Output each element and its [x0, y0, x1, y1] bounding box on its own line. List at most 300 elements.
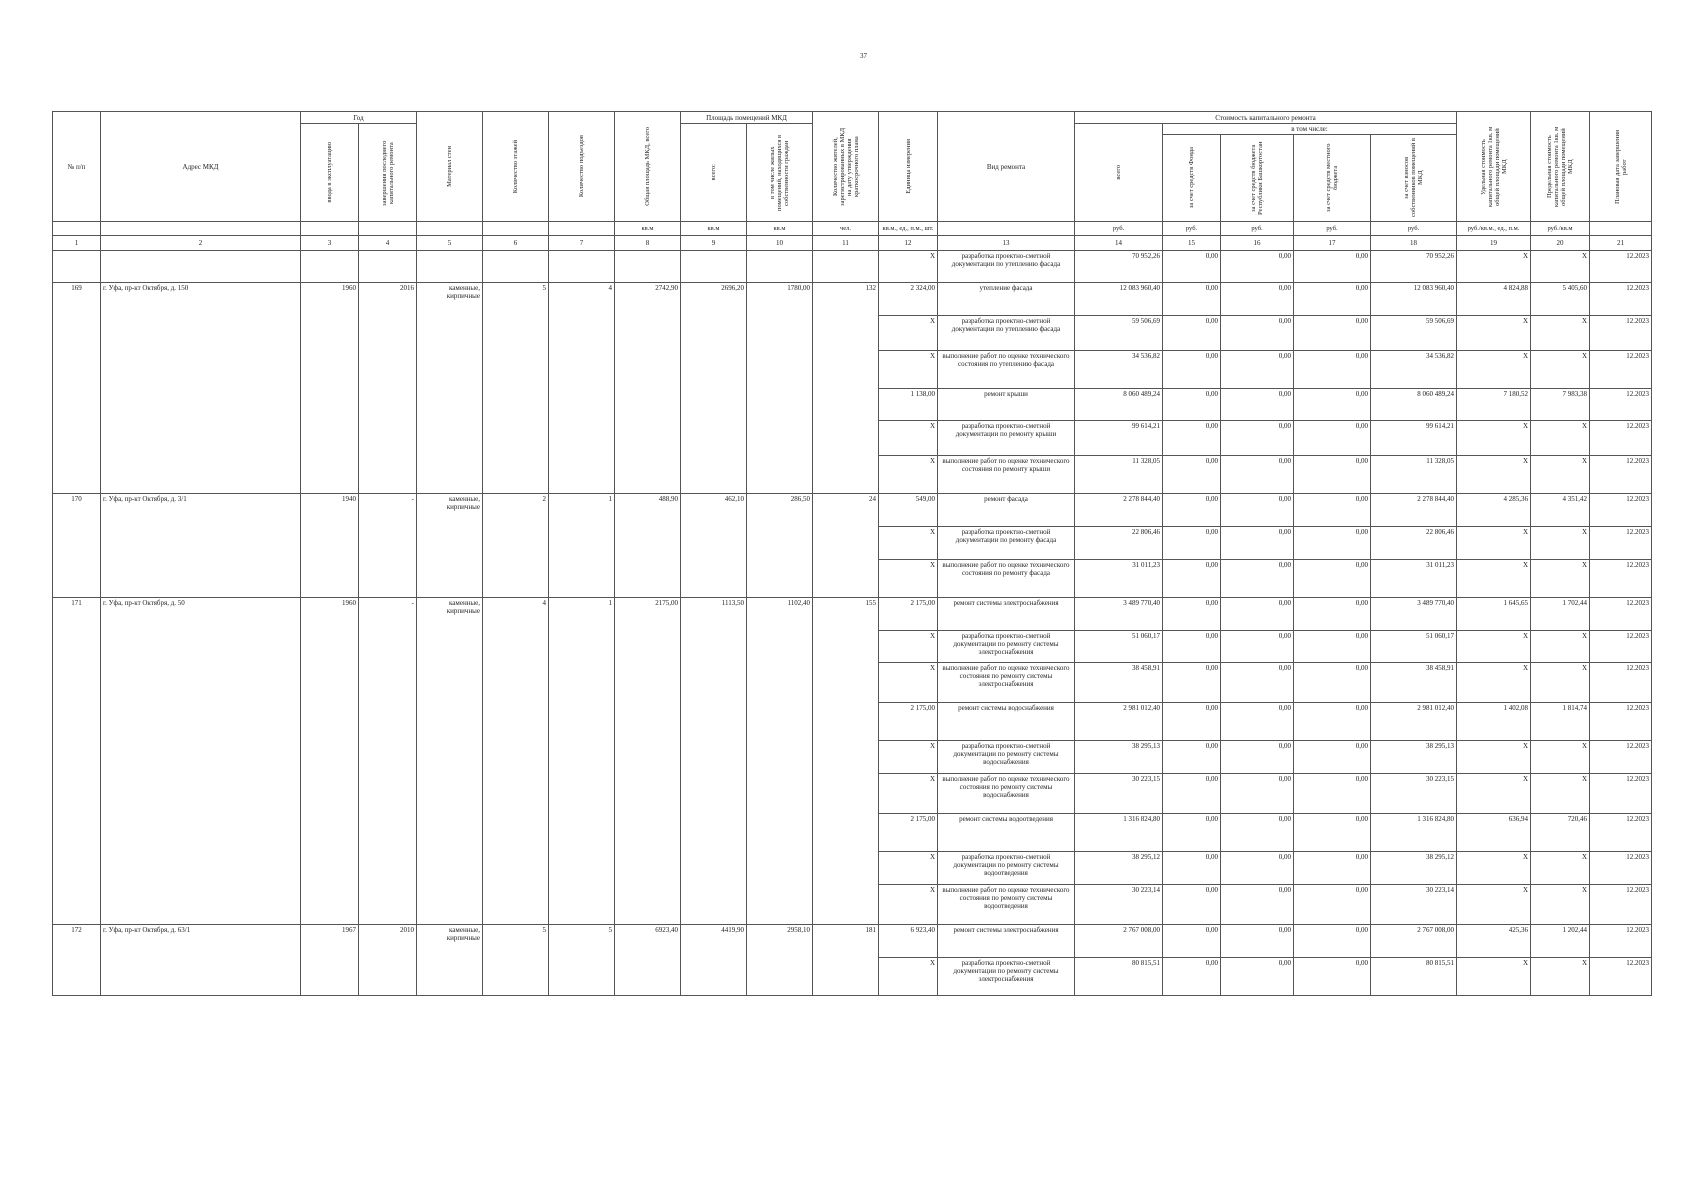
cell-max-cost: 4 351,42: [1531, 494, 1590, 527]
header-unit-cost: Удельная стоимость капитального ремонта 1кв. м общей площади помещений МКД: [1479, 126, 1508, 207]
building-num: 172: [53, 925, 101, 996]
cell-republic: 0,00: [1221, 774, 1294, 814]
cell-local: 0,00: [1294, 560, 1371, 598]
header-material: Материал стен: [446, 146, 453, 187]
header-premises-total: всего:: [710, 164, 717, 181]
cell-republic: 0,00: [1221, 351, 1294, 389]
cell-republic: 0,00: [1221, 631, 1294, 663]
cell-unit-cost: X: [1457, 560, 1531, 598]
cell-total: 2 981 012,40: [1075, 703, 1163, 741]
cell-fund: 0,00: [1163, 421, 1221, 456]
unit-measure: кв.м., ед., п.м., шт.: [879, 222, 938, 236]
cell-fund: 0,00: [1163, 631, 1221, 663]
cell-total: 34 536,82: [1075, 351, 1163, 389]
header-cost-republic: за счет средств бюджета Республики Башкортостан: [1250, 141, 1264, 215]
cell-fund: 0,00: [1163, 885, 1221, 925]
cell-fund: 0,00: [1163, 283, 1221, 316]
cell-date: 12.2023: [1590, 389, 1652, 421]
cell-work: разработка проектно-сметной документации по ремонту системы электроснабжения: [938, 958, 1075, 996]
cell-republic: 0,00: [1221, 389, 1294, 421]
header-year-commission: ввода в эксплуатацию: [326, 142, 333, 203]
building-people: 24: [813, 494, 879, 598]
building-num: 171: [53, 598, 101, 925]
building-floors: 5: [483, 925, 549, 996]
cell-owners: 38 295,13: [1371, 741, 1457, 774]
cell-unit: X: [879, 251, 938, 283]
cell-local: 0,00: [1294, 421, 1371, 456]
unit-residential: кв.м: [747, 222, 813, 236]
building-floors: 4: [483, 598, 549, 925]
cell-local: 0,00: [1294, 316, 1371, 351]
cell-republic: 0,00: [1221, 663, 1294, 703]
building-year-repair: 2010: [359, 925, 417, 996]
cell-unit: X: [879, 774, 938, 814]
cell-work: ремонт системы водоотведения: [938, 814, 1075, 852]
column-index-cell: 5: [417, 236, 483, 251]
column-index-row: [53, 236, 1652, 251]
building-area: 488,90: [615, 494, 681, 598]
column-index-cell: 14: [1075, 236, 1163, 251]
building-entrances: 4: [549, 283, 615, 494]
cell-total: 12 083 960,40: [1075, 283, 1163, 316]
column-index-cell: 1: [53, 236, 101, 251]
cell-total: 38 295,13: [1075, 741, 1163, 774]
cell-fund: 0,00: [1163, 663, 1221, 703]
cell-local: 0,00: [1294, 885, 1371, 925]
cell-max-cost: X: [1531, 852, 1590, 885]
table-header: [53, 112, 1652, 251]
header-entrances: Количество подъездов: [578, 135, 585, 198]
cell-fund: 0,00: [1163, 925, 1221, 958]
header-cost-owners: за счет взносов собственников помещений в МКД: [1403, 138, 1424, 218]
header-cost-group: Стоимость капитального ремонта: [1075, 112, 1457, 124]
unit-rub-local: руб.: [1294, 222, 1371, 236]
cell-republic: 0,00: [1221, 421, 1294, 456]
cell-max-cost: 1 702,44: [1531, 598, 1590, 631]
cell-local: 0,00: [1294, 814, 1371, 852]
building-num: 170: [53, 494, 101, 598]
cell-owners: 51 060,17: [1371, 631, 1457, 663]
header-cost-fund: за счет средств Фонда: [1188, 147, 1195, 209]
building-year-repair: -: [359, 598, 417, 925]
cell-unit: X: [879, 527, 938, 560]
cell-max-cost: X: [1531, 631, 1590, 663]
cell-unit: X: [879, 663, 938, 703]
cell-work: ремонт системы электроснабжения: [938, 925, 1075, 958]
cell-total: 22 806,46: [1075, 527, 1163, 560]
building-year-commission: 1960: [301, 283, 359, 494]
cell-local: 0,00: [1294, 925, 1371, 958]
cell-fund: 0,00: [1163, 598, 1221, 631]
table-row: [53, 283, 1652, 316]
table-row: [53, 925, 1652, 958]
cell-date: 12.2023: [1590, 774, 1652, 814]
cell-unit: X: [879, 852, 938, 885]
cell-republic: 0,00: [1221, 885, 1294, 925]
cell-unit: X: [879, 631, 938, 663]
building-address: г. Уфа, пр-кт Октября, д. 150: [101, 283, 301, 494]
building-entrances: 5: [549, 925, 615, 996]
cell-unit-cost: X: [1457, 852, 1531, 885]
column-index-cell: 17: [1294, 236, 1371, 251]
cell-date: 12.2023: [1590, 852, 1652, 885]
cell-unit: X: [879, 316, 938, 351]
cell-max-cost: X: [1531, 885, 1590, 925]
building-people: 132: [813, 283, 879, 494]
cell-owners: 70 952,26: [1371, 251, 1457, 283]
cell-republic: 0,00: [1221, 598, 1294, 631]
cell-unit: X: [879, 351, 938, 389]
building-premises: 4419,90: [681, 925, 747, 996]
cell-owners: 12 083 960,40: [1371, 283, 1457, 316]
cell-total: 3 489 770,40: [1075, 598, 1163, 631]
unit-rub-republic: руб.: [1221, 222, 1294, 236]
cell-fund: 0,00: [1163, 852, 1221, 885]
cell-owners: 59 506,69: [1371, 316, 1457, 351]
cell-work: выполнение работ по оценке технического состояния по ремонту системы водоотведения: [938, 885, 1075, 925]
cell-max-cost: X: [1531, 456, 1590, 494]
building-address: г. Уфа, пр-кт Октября, д. 3/1: [101, 494, 301, 598]
cell-local: 0,00: [1294, 774, 1371, 814]
column-index-cell: 13: [938, 236, 1075, 251]
cell-republic: 0,00: [1221, 703, 1294, 741]
column-index-cell: 7: [549, 236, 615, 251]
unit-rub-total: руб.: [1075, 222, 1163, 236]
cell-total: 80 815,51: [1075, 958, 1163, 996]
header-year: Год: [301, 112, 417, 124]
header-total-area: Общая площадь МКД, всего: [644, 127, 651, 206]
cell-date: 12.2023: [1590, 814, 1652, 852]
cell-max-cost: X: [1531, 741, 1590, 774]
cell-work: ремонт крыши: [938, 389, 1075, 421]
building-area: 2742,90: [615, 283, 681, 494]
cell-unit-cost: X: [1457, 351, 1531, 389]
cell-unit: 6 923,40: [879, 925, 938, 958]
cell-republic: 0,00: [1221, 456, 1294, 494]
cell-unit-cost: X: [1457, 741, 1531, 774]
cell-max-cost: 720,46: [1531, 814, 1590, 852]
cell-max-cost: X: [1531, 421, 1590, 456]
cell-date: 12.2023: [1590, 251, 1652, 283]
header-address: Адрес МКД: [101, 112, 301, 222]
cell-unit: X: [879, 958, 938, 996]
cell-date: 12.2023: [1590, 494, 1652, 527]
header-cost-local: за счет средств местного бюджета: [1325, 143, 1339, 213]
cell-unit: 2 324,00: [879, 283, 938, 316]
cell-max-cost: X: [1531, 560, 1590, 598]
header-cost-incl: в том числе:: [1163, 124, 1457, 135]
cell-republic: 0,00: [1221, 316, 1294, 351]
cell-max-cost: 7 983,38: [1531, 389, 1590, 421]
building-floors: 5: [483, 283, 549, 494]
cell-fund: 0,00: [1163, 316, 1221, 351]
cell-max-cost: X: [1531, 351, 1590, 389]
cell-date: 12.2023: [1590, 741, 1652, 774]
cell-fund: 0,00: [1163, 494, 1221, 527]
cell-fund: 0,00: [1163, 389, 1221, 421]
column-index-cell: 8: [615, 236, 681, 251]
cell-work: разработка проектно-сметной документации по ремонту фасада: [938, 527, 1075, 560]
unit-premises: кв.м: [681, 222, 747, 236]
cell-total: 31 011,23: [1075, 560, 1163, 598]
cell-unit: 1 138,00: [879, 389, 938, 421]
cell-republic: 0,00: [1221, 925, 1294, 958]
cell-local: 0,00: [1294, 389, 1371, 421]
cell-fund: 0,00: [1163, 351, 1221, 389]
cell-max-cost: 1 814,74: [1531, 703, 1590, 741]
header-max-cost: Предельная стоимость капитального ремонта 1кв. м общей площади помещений МКД: [1546, 126, 1574, 207]
building-year-commission: 1967: [301, 925, 359, 996]
cell-local: 0,00: [1294, 598, 1371, 631]
cell-work: разработка проектно-сметной документации по ремонту системы электроснабжения: [938, 631, 1075, 663]
cell-owners: 2 981 012,40: [1371, 703, 1457, 741]
column-index-cell: 2: [101, 236, 301, 251]
cell-unit: X: [879, 741, 938, 774]
cell-republic: 0,00: [1221, 527, 1294, 560]
building-area: 2175,00: [615, 598, 681, 925]
cell-republic: 0,00: [1221, 852, 1294, 885]
column-index-cell: 10: [747, 236, 813, 251]
cell-local: 0,00: [1294, 527, 1371, 560]
cell-total: 38 295,12: [1075, 852, 1163, 885]
cell-work: разработка проектно-сметной документации по ремонту системы водоотведения: [938, 852, 1075, 885]
cell-date: 12.2023: [1590, 631, 1652, 663]
cell-unit-cost: X: [1457, 663, 1531, 703]
cell-fund: 0,00: [1163, 527, 1221, 560]
cell-fund: 0,00: [1163, 814, 1221, 852]
building-material: каменные, кирпичные: [417, 925, 483, 996]
cell-republic: 0,00: [1221, 958, 1294, 996]
cell-fund: 0,00: [1163, 703, 1221, 741]
cell-republic: 0,00: [1221, 560, 1294, 598]
cell-date: 12.2023: [1590, 316, 1652, 351]
cell-work: выполнение работ по оценке технического состояния по ремонту системы электроснабжения: [938, 663, 1075, 703]
cell-work: разработка проектно-сметной документации по утеплению фасада: [938, 251, 1075, 283]
column-index-cell: 12: [879, 236, 938, 251]
building-people: 155: [813, 598, 879, 925]
cell-work: разработка проектно-сметной документации по ремонту крыши: [938, 421, 1075, 456]
units-row: [53, 222, 1652, 236]
cell-unit-cost: X: [1457, 958, 1531, 996]
cell-total: 59 506,69: [1075, 316, 1163, 351]
building-residential: 1780,00: [747, 283, 813, 494]
cell-unit: 549,00: [879, 494, 938, 527]
building-residential: 2958,10: [747, 925, 813, 996]
cell-work: выполнение работ по оценке технического состояния по ремонту крыши: [938, 456, 1075, 494]
cell-unit-cost: X: [1457, 251, 1531, 283]
cell-unit-cost: X: [1457, 456, 1531, 494]
cell-republic: 0,00: [1221, 251, 1294, 283]
cell-date: 12.2023: [1590, 560, 1652, 598]
cell-unit: X: [879, 421, 938, 456]
column-index-cell: 18: [1371, 236, 1457, 251]
building-people: 181: [813, 925, 879, 996]
cell-local: 0,00: [1294, 251, 1371, 283]
cell-max-cost: X: [1531, 316, 1590, 351]
cell-unit-cost: X: [1457, 774, 1531, 814]
header-planned-date: Плановая дата завершения работ: [1613, 129, 1628, 204]
cell-fund: 0,00: [1163, 741, 1221, 774]
cell-unit-cost: 4 285,36: [1457, 494, 1531, 527]
cell-work: выполнение работ по оценке технического состояния по утеплению фасада: [938, 351, 1075, 389]
header-premises-residential: в том числе жилых помещений, находящихся в собственности граждан: [769, 134, 790, 211]
header-year-last-repair: завершения последнего капитального ремонта: [380, 139, 395, 206]
building-premises: 1113,50: [681, 598, 747, 925]
cell-date: 12.2023: [1590, 885, 1652, 925]
cell-work: выполнение работ по оценке технического состояния по ремонту фасада: [938, 560, 1075, 598]
cell-max-cost: X: [1531, 958, 1590, 996]
building-address: г. Уфа, пр-кт Октября, д. 63/1: [101, 925, 301, 996]
cell-date: 12.2023: [1590, 598, 1652, 631]
cell-unit: X: [879, 885, 938, 925]
cell-unit-cost: X: [1457, 527, 1531, 560]
cell-local: 0,00: [1294, 283, 1371, 316]
building-entrances: 1: [549, 494, 615, 598]
continuation-row: [53, 251, 1652, 283]
cell-unit-cost: 425,36: [1457, 925, 1531, 958]
cell-total: 30 223,15: [1075, 774, 1163, 814]
cell-owners: 8 060 489,24: [1371, 389, 1457, 421]
building-premises: 462,10: [681, 494, 747, 598]
cell-owners: 38 295,12: [1371, 852, 1457, 885]
building-year-commission: 1940: [301, 494, 359, 598]
header-premises-area: Площадь помещений МКД: [681, 112, 813, 124]
cell-total: 30 223,14: [1075, 885, 1163, 925]
cell-owners: 31 011,23: [1371, 560, 1457, 598]
column-index-cell: 20: [1531, 236, 1590, 251]
column-index-cell: 6: [483, 236, 549, 251]
building-year-repair: -: [359, 494, 417, 598]
cell-unit-cost: X: [1457, 885, 1531, 925]
table-row: [53, 494, 1652, 527]
cell-local: 0,00: [1294, 663, 1371, 703]
cell-local: 0,00: [1294, 456, 1371, 494]
table-body: [53, 251, 1652, 996]
unit-people: чел.: [813, 222, 879, 236]
building-material: каменные, кирпичные: [417, 598, 483, 925]
cell-total: 1 316 824,80: [1075, 814, 1163, 852]
cell-owners: 11 328,05: [1371, 456, 1457, 494]
cell-date: 12.2023: [1590, 925, 1652, 958]
cell-date: 12.2023: [1590, 703, 1652, 741]
cell-work: разработка проектно-сметной документации по утеплению фасада: [938, 316, 1075, 351]
cell-owners: 2 767 008,00: [1371, 925, 1457, 958]
cell-work: ремонт фасада: [938, 494, 1075, 527]
column-index-cell: 4: [359, 236, 417, 251]
building-address: г. Уфа, пр-кт Октября, д. 50: [101, 598, 301, 925]
cell-total: 11 328,05: [1075, 456, 1163, 494]
cell-unit: X: [879, 456, 938, 494]
cell-date: 12.2023: [1590, 351, 1652, 389]
cell-unit: X: [879, 560, 938, 598]
cell-unit: 2 175,00: [879, 703, 938, 741]
cell-owners: 1 316 824,80: [1371, 814, 1457, 852]
unit-rub-sqm: руб./кв.м: [1531, 222, 1590, 236]
cell-fund: 0,00: [1163, 456, 1221, 494]
cell-unit-cost: X: [1457, 316, 1531, 351]
header-unit: Единица измерения: [904, 139, 912, 194]
cell-owners: 30 223,15: [1371, 774, 1457, 814]
cell-work: утепление фасада: [938, 283, 1075, 316]
cell-fund: 0,00: [1163, 251, 1221, 283]
cell-unit-cost: X: [1457, 631, 1531, 663]
building-premises: 2696,20: [681, 283, 747, 494]
building-year-commission: 1960: [301, 598, 359, 925]
cell-work: ремонт системы электроснабжения: [938, 598, 1075, 631]
column-index-cell: 9: [681, 236, 747, 251]
cell-max-cost: X: [1531, 663, 1590, 703]
header-residents: Количество жителей, зарегистрированных в МКД на дату утверждения краткосрочного плана: [831, 127, 860, 206]
cell-work: разработка проектно-сметной документации по ремонту системы водоснабжения: [938, 741, 1075, 774]
header-num: № п/п: [53, 112, 101, 222]
cell-local: 0,00: [1294, 631, 1371, 663]
cell-owners: 80 815,51: [1371, 958, 1457, 996]
cell-local: 0,00: [1294, 852, 1371, 885]
cell-republic: 0,00: [1221, 741, 1294, 774]
cell-fund: 0,00: [1163, 958, 1221, 996]
cell-total: 8 060 489,24: [1075, 389, 1163, 421]
cell-local: 0,00: [1294, 494, 1371, 527]
cell-local: 0,00: [1294, 958, 1371, 996]
building-residential: 1102,40: [747, 598, 813, 925]
cell-total: 2 278 844,40: [1075, 494, 1163, 527]
cell-unit-cost: 636,94: [1457, 814, 1531, 852]
cell-total: 99 614,21: [1075, 421, 1163, 456]
cell-owners: 30 223,14: [1371, 885, 1457, 925]
cell-republic: 0,00: [1221, 494, 1294, 527]
cell-unit-cost: 1 402,08: [1457, 703, 1531, 741]
cell-max-cost: X: [1531, 251, 1590, 283]
cell-unit-cost: 7 180,52: [1457, 389, 1531, 421]
cell-republic: 0,00: [1221, 283, 1294, 316]
building-entrances: 1: [549, 598, 615, 925]
column-index-cell: 21: [1590, 236, 1652, 251]
cell-work: ремонт системы водоснабжения: [938, 703, 1075, 741]
unit-area: кв.м: [615, 222, 681, 236]
cell-unit-cost: 1 645,65: [1457, 598, 1531, 631]
cell-max-cost: 5 405,60: [1531, 283, 1590, 316]
cell-date: 12.2023: [1590, 283, 1652, 316]
cell-date: 12.2023: [1590, 456, 1652, 494]
header-floors: Количество этажей: [512, 139, 519, 194]
header-cost-total: всего: [1115, 165, 1122, 180]
repair-plan-sheet: [52, 111, 1652, 996]
cell-date: 12.2023: [1590, 421, 1652, 456]
building-residential: 286,50: [747, 494, 813, 598]
cell-unit: 2 175,00: [879, 598, 938, 631]
column-index-cell: 16: [1221, 236, 1294, 251]
building-floors: 2: [483, 494, 549, 598]
cell-owners: 3 489 770,40: [1371, 598, 1457, 631]
cell-local: 0,00: [1294, 703, 1371, 741]
cell-date: 12.2023: [1590, 958, 1652, 996]
cell-fund: 0,00: [1163, 774, 1221, 814]
column-index-cell: 11: [813, 236, 879, 251]
unit-rub-owners: руб.: [1371, 222, 1457, 236]
cell-local: 0,00: [1294, 741, 1371, 774]
unit-rub-unit: руб./кв.м., ед., п.м.: [1457, 222, 1531, 236]
cell-owners: 99 614,21: [1371, 421, 1457, 456]
cell-owners: 22 806,46: [1371, 527, 1457, 560]
cell-total: 70 952,26: [1075, 251, 1163, 283]
column-index-cell: 19: [1457, 236, 1531, 251]
cell-fund: 0,00: [1163, 560, 1221, 598]
cell-max-cost: X: [1531, 774, 1590, 814]
cell-date: 12.2023: [1590, 663, 1652, 703]
building-material: каменные, кирпичные: [417, 494, 483, 598]
cell-total: 38 458,91: [1075, 663, 1163, 703]
page-number: 37: [860, 52, 867, 60]
